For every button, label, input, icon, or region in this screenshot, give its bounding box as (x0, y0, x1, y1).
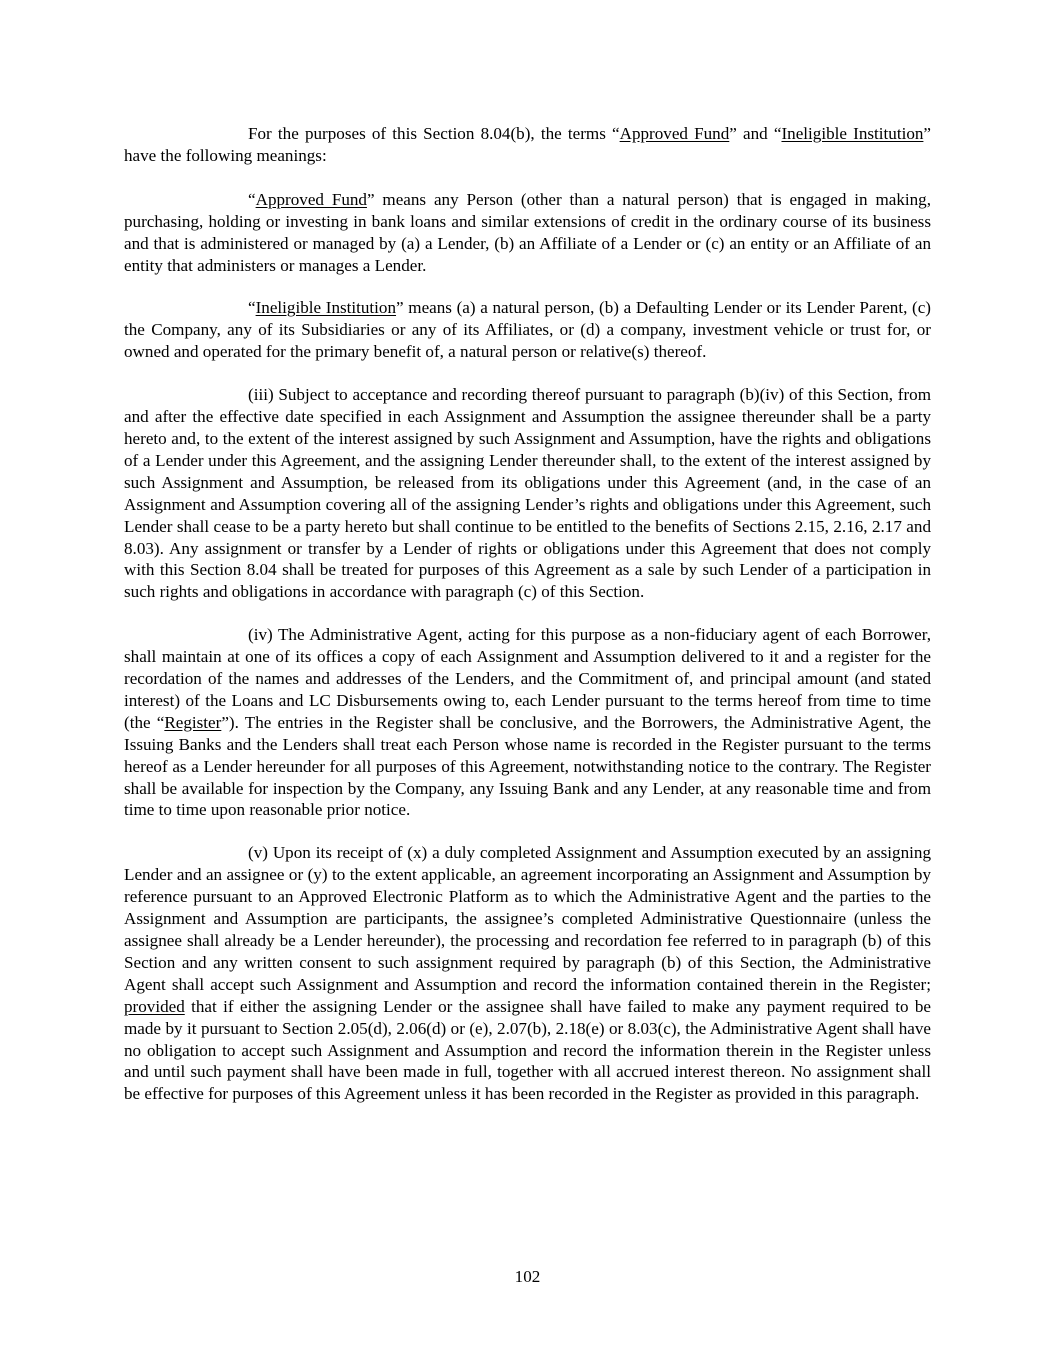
text-run: “ (248, 298, 256, 318)
document-body (124, 123, 931, 1105)
text-run: that if either the assigning Lender or the assignee shall have failed to make any payment required to be made by it pursuant to Section 2.05(d), 2.06(d) or (e), 2.07(b), 2.18(e) or 8.03(c), the Administrative Agent shall have no obligation to accept such Assignment and Assumption and record the information therein in the Register unless and until such payment shall have been made in full, together with all accrued interest thereon. No assignment shall be effective for purposes of this Agreement unless it has been recorded in the Register as provided in this paragraph. (124, 996, 931, 1104)
paragraph-iii: (iii) Subject to acceptance and recording thereof pursuant to paragraph (b)(iv) of this Section, from and after the effective date specified in each Assignment and Assumption the assignee thereunder shall be a party hereto and, to the extent of the interest assigned by such Assignment and Assumption, have the rights and obligations of a Lender under this Agreement, and the assigning Lender thereunder shall, to the extent of the interest assigned by such Assignment and Assumption, be released from its obligations under this Agreement (and, in the case of an Assignment and Assumption covering all of the assigning Lender’s rights and obligations under this Agreement, such Lender shall cease to be a party hereto but shall continue to be entitled to the benefits of Sections 2.15, 2.16, 2.17 and 8.03). Any assignment or transfer by a Lender of rights or obligations under this Agreement that does not comply with this Section 8.04 shall be treated for purposes of this Agreement as a sale by such Lender of a participation in such rights and obligations in accordance with paragraph (c) of this Section. (124, 385, 931, 602)
defined-term-approved-fund: Approved Fund (619, 124, 730, 143)
paragraph-ineligible-institution-definition (124, 297, 931, 363)
text-run: For the purposes of this Section 8.04(b), the terms “ (248, 124, 620, 143)
defined-term-ineligible-institution: Ineligible Institution (781, 124, 924, 143)
text-run: “ (248, 189, 256, 209)
text-run: ” means (a) a natural person, (b) a Defaulting Lender or its Lender Parent, (c) the Company, any of its Subsidiaries or any of its Affiliates, or (d) a company, investment vehicle or trust for, or owned and operated for the primary benefit of, a natural person or relative(s) thereof. (124, 298, 931, 362)
defined-term-ineligible-institution: Ineligible Institution (255, 298, 397, 318)
defined-term-register: Register (164, 712, 222, 732)
defined-term-approved-fund: Approved Fund (255, 189, 367, 209)
paragraph-approved-fund-definition (124, 189, 931, 277)
paragraph-definitions-intro (124, 123, 931, 167)
text-run: (iv) The Administrative Agent, acting for this purpose as a non-fiduciary agent of each Borrower, shall maintain at one of its offices a copy of each Assignment and Assumption delivered to it and a register for the recordation of the names and addresses of the Lenders, and the Commitment of, and principal amount (and stated interest) of the Loans and LC Disbursements owing to, each Lender pursuant to the terms hereof from time to time (the “ (124, 625, 931, 732)
text-run: ” and “ (729, 124, 782, 143)
paragraph-v (124, 842, 931, 1105)
paragraph-iv (124, 624, 931, 821)
text-run: ”). The entries in the Register shall be conclusive, and the Borrowers, the Administrative Agent, the Issuing Banks and the Lenders shall treat each Person whose name is recorded in the Register pursuant to the terms hereof as a Lender hereunder for all purposes of this Agreement, notwithstanding notice to the contrary. The Register shall be available for inspection by the Company, any Issuing Bank and any Lender, at any reasonable time and from time to time upon reasonable prior notice. (124, 712, 931, 820)
text-run: ” have the following meanings: (124, 124, 932, 165)
text-run: ” means any Person (other than a natural person) that is engaged in making, purchasing, holding or investing in bank loans and similar extensions of credit in the ordinary course of its business and that is administered or managed by (a) a Lender, (b) an Affiliate of a Lender or (c) an entity or an Affiliate of an entity that administers or manages a Lender. (124, 189, 932, 275)
text-run: (v) Upon its receipt of (x) a duly completed Assignment and Assumption executed by an assigning Lender and an assignee or (y) to the extent applicable, an agreement incorporating an Assignment and Assumption by reference pursuant to an Approved Electronic Platform as to which the Administrative Agent and the parties to the Assignment and Assumption are participants, the assignee’s completed Administrative Questionnaire (unless the assignee shall already be a Lender hereunder), the processing and recordation fee referred to in paragraph (b) of this Section and any written consent to such assignment required by paragraph (b) of this Section, the Administrative Agent shall accept such Assignment and Assumption and record the information contained therein in the Register; (124, 843, 931, 994)
term-provided: provided (124, 996, 185, 1016)
page-number: 102 (514, 1267, 541, 1286)
